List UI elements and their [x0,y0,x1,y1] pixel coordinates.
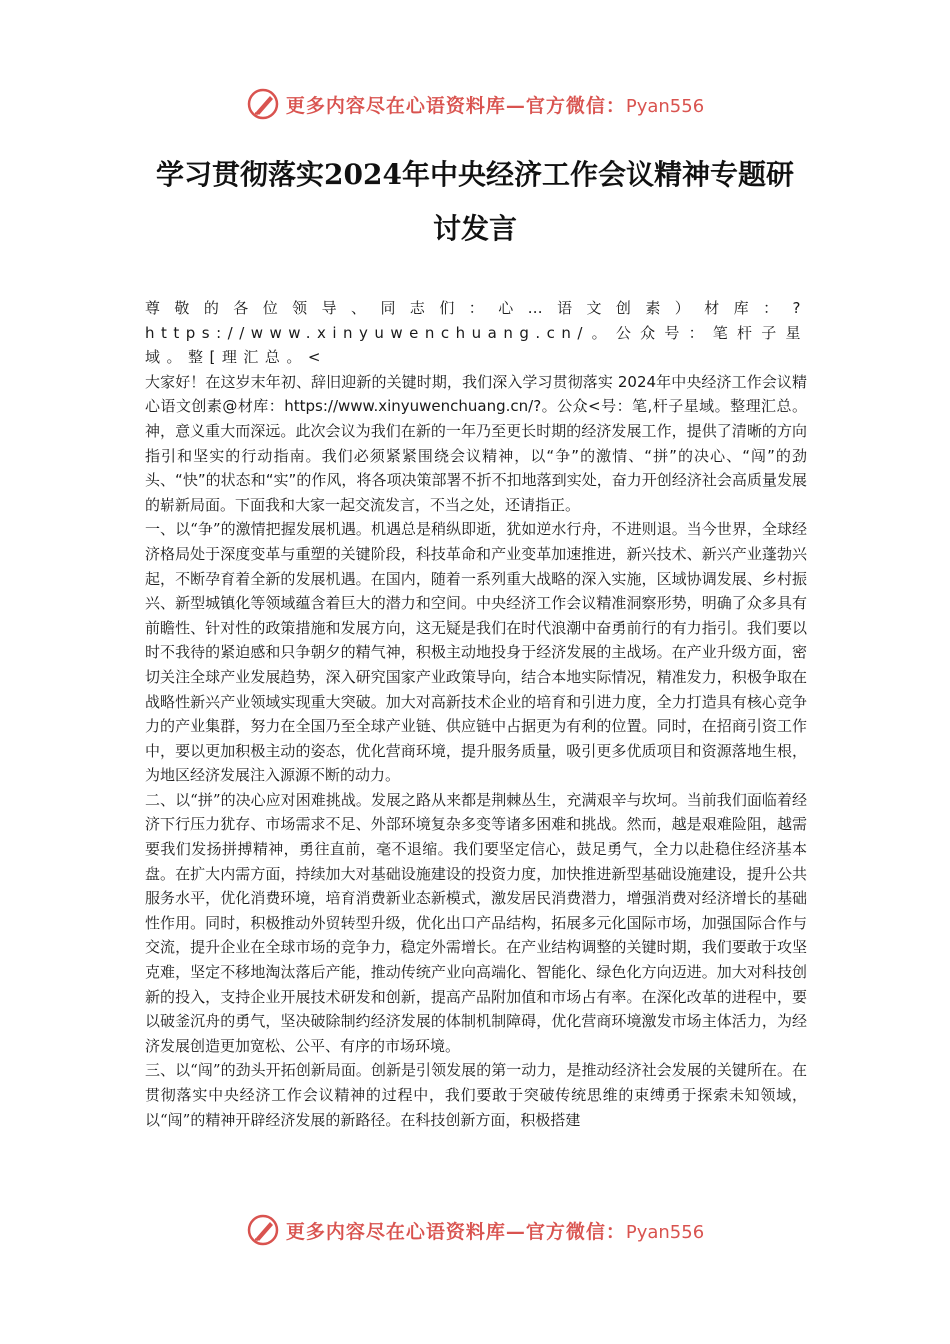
pen-logo-icon [246,87,280,121]
watermark-text: 更多内容尽在心语资料库—官方微信：Pyan556 [285,94,705,117]
header-watermark [0,84,950,124]
title-line-1: 学习贯彻落实2024年中央经济工作会议精神专题研 [156,158,794,191]
document-body [145,296,807,1132]
section-one-paragraph: 一、以“争”的激情把握发展机遇。机遇总是稍纵即逝，犹如逆水行舟，不进则退。当今世界，全球经济格局处于深度变革与重塑的关键阶段，科技革命和产业变革加速推进，新兴技术、新兴产业蓬勃兴起，不断孕育着全新的发展机遇。在国内，随着一系列重大战略的深入实施，区域协调发展、乡村振兴、新型城镇化等领域蕴含着巨大的潜力和空间。中央经济工作会议精准洞察形势，明确了众多具有前瞻性、针对性的政策措施和发展方向，这无疑是我们在时代浪潮中奋勇前行的有力指引。我们要以时不我待的紧迫感和只争朝夕的精气神，积极主动地投身于经济发展的主战场。在产业升级方面，密切关注全球产业发展趋势，深入研究国家产业政策导向，结合本地实际情况，精准发力，积极争取在战略性新兴产业领域实现重大突破。加大对高新技术企业的培育和引进力度，全力打造具有核心竞争力的产业集群，努力在全国乃至全球产业链、供应链中占据更为有利的位置。同时，在招商引资工作中，要以更加积极主动的姿态，优化营商环境，提升服务质量，吸引更多优质项目和资源落地生根，为地区经济发展注入源源不断的动力。 [145,520,807,785]
opening-paragraph: 大家好！在这岁末年初、辞旧迎新的关键时期，我们深入学习贯彻落实 2024年中央经济工作会议精心语文创素@材库：https://www.xinyuwenchuang.cn/?。公众<号：笔,杆子星域。整理汇总。神，意义重大而深远。此次会议为我们在新的一年乃至更长时期的经济发展工作，提供了清晰的方向指引和坚实的行动指南。我们必须紧紧围绕会议精神，以“争”的激情、“拼”的决心、“闯”的劲头、“快”的状态和“实”的作风，将各项决策部署不折不扣地落到实处，奋力开创经济社会高质量发展的崭新局面。下面我和大家一起交流发言，不当之处，还请指正。 [145,372,807,514]
section-two-paragraph: 二、以“拼”的决心应对困难挑战。发展之路从来都是荆棘丛生，充满艰辛与坎坷。当前我们面临着经济下行压力犹存、市场需求不足、外部环境复杂多变等诸多困难和挑战。然而，越是艰难险阻，越需要我们发扬拼搏精神，勇往直前，毫不退缩。我们要坚定信心，鼓足勇气，全力以赴稳住经济基本盘。在扩大内需方面，持续加大对基础设施建设的投资力度，加快推进新型基础设施建设，提升公共服务水平，优化消费环境，培育消费新业态新模式，激发居民消费潜力，增强消费对经济增长的基础性作用。同时，积极推动外贸转型升级，优化出口产品结构，拓展多元化国际市场，加强国际合作与交流，提升企业在全球市场的竞争力，稳定外需增长。在产业结构调整的关键时期，我们要敢于攻坚克难，坚定不移地淘汰落后产能，推动传统产业向高端化、智能化、绿色化方向迈进。加大对科技创新的投入，支持企业开展技术研发和创新，提高产品附加值和市场占有率。在深化改革的进程中，要以破釜沉舟的勇气，坚决破除制约经济发展的体制机制障碍，优化营商环境激发市场主体活力，为经济发展创造更加宽松、公平、有序的市场环境。 [145,790,807,1055]
watermark-text: 更多内容尽在心语资料库—官方微信：Pyan556 [285,1220,705,1243]
document-title [145,148,805,256]
pen-logo-icon [246,1213,280,1247]
footer-watermark [0,1210,950,1250]
salutation-paragraph: 尊敬的各位领导、同志们：心…语文创素）材库：?https://www.xinyuwenchuang.cn/。公众号：笔杆子星域。整[理汇总。< [145,299,807,367]
title-line-2: 讨发言 [432,212,517,245]
section-three-paragraph: 三、以“闯”的劲头开拓创新局面。创新是引领发展的第一动力，是推动经济社会发展的关键所在。在贯彻落实中央经济工作会议精神的过程中，我们要敢于突破传统思维的束缚勇于探索未知领域，以“闯”的精神开辟经济发展的新路径。在科技创新方面，积极搭建 [145,1061,807,1129]
